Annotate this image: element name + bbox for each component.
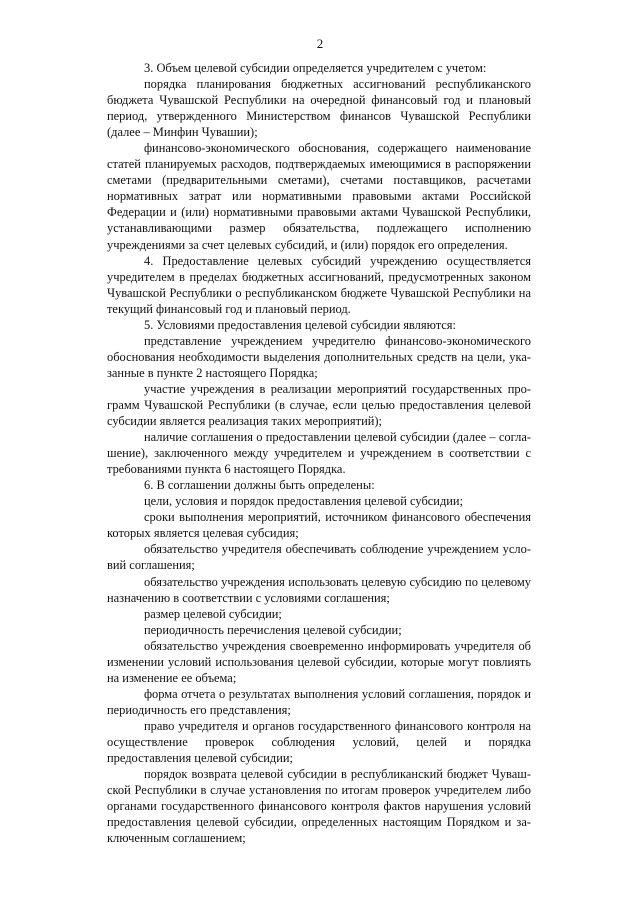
paragraph: 6. В соглашении должны быть определены:: [144, 478, 375, 493]
paragraph: размер целевой субсидии;: [144, 606, 282, 621]
paragraph: 5. Условиями предоставления целевой субсидии являются:: [144, 317, 456, 332]
paragraph: обязательство учредителя обеспечивать соблюдение учреждением условий соглашения;: [107, 542, 531, 573]
paragraph: обязательство учреждения своевременно информировать учредителя об изменении условий использования целевой субсидии, которые могут повлиять на изменение ее объема;: [107, 638, 531, 685]
paragraph: сроки выполнения мероприятий, источником финансового обеспечения которых является целевая субсидия;: [107, 510, 531, 541]
document-body: [107, 60, 531, 846]
paragraph: форма отчета о результатах выполнения условий соглашения, порядок и периодичность его представления;: [107, 686, 531, 717]
paragraph: порядок возврата целевой субсидии в республиканский бюджет Чувашской Республики в случае установления по итогам проверок учредителем либо органами государственного финансового контроля фактов нарушения условий предоставления целевой субсидии, определенных настоящим Порядком и заключенным соглашением;: [107, 767, 531, 846]
paragraph: цели, условия и порядок предоставления целевой субсидии;: [144, 494, 464, 509]
paragraph: 3. Объем целевой субсидии определяется учредителем с учетом:: [144, 61, 487, 75]
paragraph: 4. Предоставление целевых субсидий учреждению осуществляется учредителем в пределах бюджетных ассигнований, предусмотренных законом Чувашской Республики о республиканском бюджете Чувашской Республики на текущий финансовый год и плановый период.: [107, 253, 531, 316]
paragraph: право учредителя и органов государственного финансового контроля на осуществление проверок соблюдения условий, целей и порядка предоставления целевой субсидии;: [107, 718, 531, 766]
paragraph: наличие соглашения о предоставлении целевой субсидии (далее – соглашение), заключенного между учредителем и учреждением в соответствии с требованиями пункта 6 настоящего Порядка.: [107, 430, 531, 477]
paragraph: обязательство учреждения использовать целевую субсидию по целевому назначению в соответствии с условиями соглашения;: [107, 574, 531, 605]
paragraph: периодичность перечисления целевой субсидии;: [144, 622, 402, 637]
paragraph: финансово-экономического обоснования, содержащего наименование статей планируемых расходов, подтверждаемых имеющимися в распоряжении сметами (предварительными сметами), счетами поставщиков, расчетами нормативных затрат или нормативными правовыми актами Российской Федерации и (или) нормативными правовыми актами Чувашской Республики, устанавливающими размер обязательства, подлежащего исполнению учреждениями за счет целевых субсидий, и (или) порядок его определения.: [107, 141, 531, 252]
paragraph: участие учреждения в реализации мероприятий государственных программ Чувашской Республики (в случае, если целью предоставления целевой субсидии является реализация таких мероприятий);: [107, 381, 531, 429]
paragraph: порядка планирования бюджетных ассигнований республиканского бюджета Чувашской Республики на очередной финансовый год и плановый период, утвержденного Министерством финансов Чувашской Республики (далее – Минфин Чувашии);: [107, 77, 531, 140]
paragraph: представление учреждением учредителю финансово-экономического обоснования необходимости выделения дополнительных средств на цели, указанные в пункте 2 настоящего Порядка;: [107, 333, 531, 380]
page-number: 2: [316, 36, 324, 51]
